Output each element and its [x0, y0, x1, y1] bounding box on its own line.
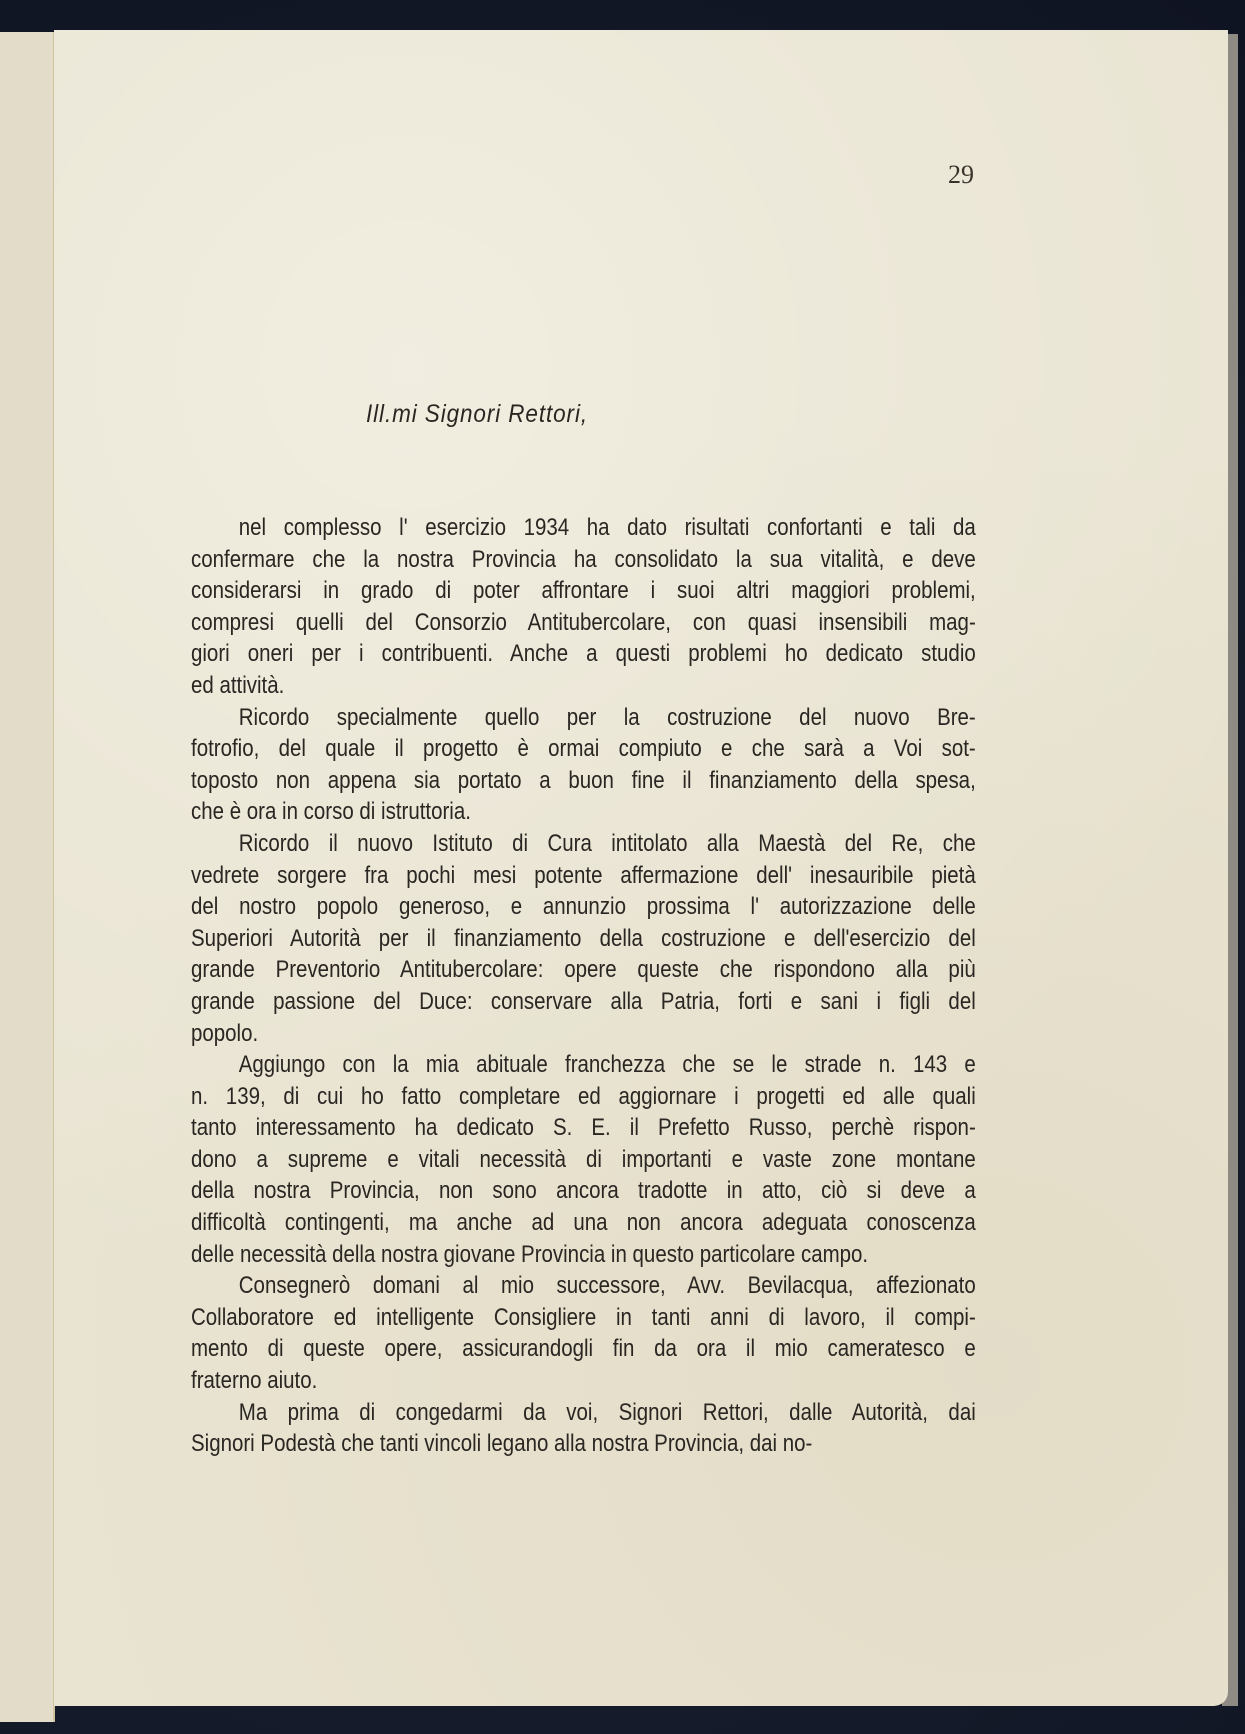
text-line: nel complesso l' esercizio 1934 ha dato risultati confortanti e tali da	[238, 514, 976, 541]
text-line: grande passione del Duce: conservare alla Patria, forti e sani i figli del	[191, 987, 976, 1015]
text-line: Ma prima di congedarmi da voi, Signori Rettori, dalle Autorità, dai	[238, 1398, 976, 1426]
body-text	[191, 512, 976, 1460]
text-line: dono a supreme e vitali necessità di importanti e vaste zone montane	[191, 1145, 976, 1173]
text-line: Superiori Autorità per il finanziamento della costruzione e dell'esercizio del	[191, 924, 976, 952]
text-line: considerarsi in grado di poter affrontare i suoi altri maggiori problemi,	[191, 577, 976, 605]
text-line: ed attività.	[191, 671, 285, 699]
text-line: giori oneri per i contribuenti. Anche a questi problemi ho dedicato studio	[191, 640, 976, 668]
facing-page-edge	[0, 32, 55, 1722]
text-line: Ricordo il nuovo Istituto di Cura intitolato alla Maestà del Re, che	[238, 829, 976, 857]
text-line: mento di queste opere, assicurandogli fin da ora il mio cameratesco e	[191, 1335, 976, 1363]
text-line: Collaboratore ed intelligente Consigliere in tanti anni di lavoro, il compi-	[191, 1303, 976, 1331]
text-line: n. 139, di cui ho fatto completare ed aggiornare i progetti ed alle quali	[191, 1082, 976, 1110]
text-line: Signori Podestà che tanti vincoli legano alla nostra Provincia, dai no-	[191, 1430, 813, 1458]
text-line: del nostro popolo generoso, e annunzio prossima l' autorizzazione delle	[191, 893, 976, 921]
text-line: Aggiungo con la mia abituale franchezza che se le strade n. 143 e	[238, 1051, 976, 1079]
text-line: della nostra Provincia, non sono ancora tradotte in atto, ciò si deve a	[191, 1177, 976, 1205]
text-line: difficoltà contingenti, ma anche ad una non ancora adeguata conoscenza	[191, 1209, 976, 1237]
text-line: compresi quelli del Consorzio Antitubercolare, con quasi insensibili mag-	[191, 608, 976, 636]
text-line: grande Preventorio Antitubercolare: opere queste che rispondono alla più	[191, 956, 976, 984]
text-line: vedrete sorgere fra pochi mesi potente affermazione dell' inesauribile pietà	[191, 861, 976, 889]
text-line: tanto interessamento ha dedicato S. E. il Prefetto Russo, perchè rispon-	[191, 1114, 976, 1142]
page-number: 29	[948, 160, 974, 189]
text-line: fraterno aiuto.	[191, 1367, 318, 1395]
text-line: che è ora in corso di istruttoria.	[191, 798, 471, 826]
text-line: delle necessità della nostra giovane Provincia in questo particolare campo.	[191, 1240, 869, 1268]
text-line: toposto non appena sia portato a buon fine il finanziamento della spesa,	[191, 766, 976, 794]
text-line: Ricordo specialmente quello per la costruzione del nuovo Bre-	[238, 703, 976, 731]
text-line: confermare che la nostra Provincia ha consolidato la sua vitalità, e deve	[191, 545, 976, 573]
text-line: fotrofio, del quale il progetto è ormai compiuto e che sarà a Voi sot-	[191, 735, 976, 763]
text-line: popolo.	[191, 1019, 259, 1047]
salutation-heading: Ill.mi Signori Rettori,	[366, 400, 589, 428]
text-line: Consegnerò domani al mio successore, Avv. Bevilacqua, affezionato	[238, 1272, 976, 1300]
